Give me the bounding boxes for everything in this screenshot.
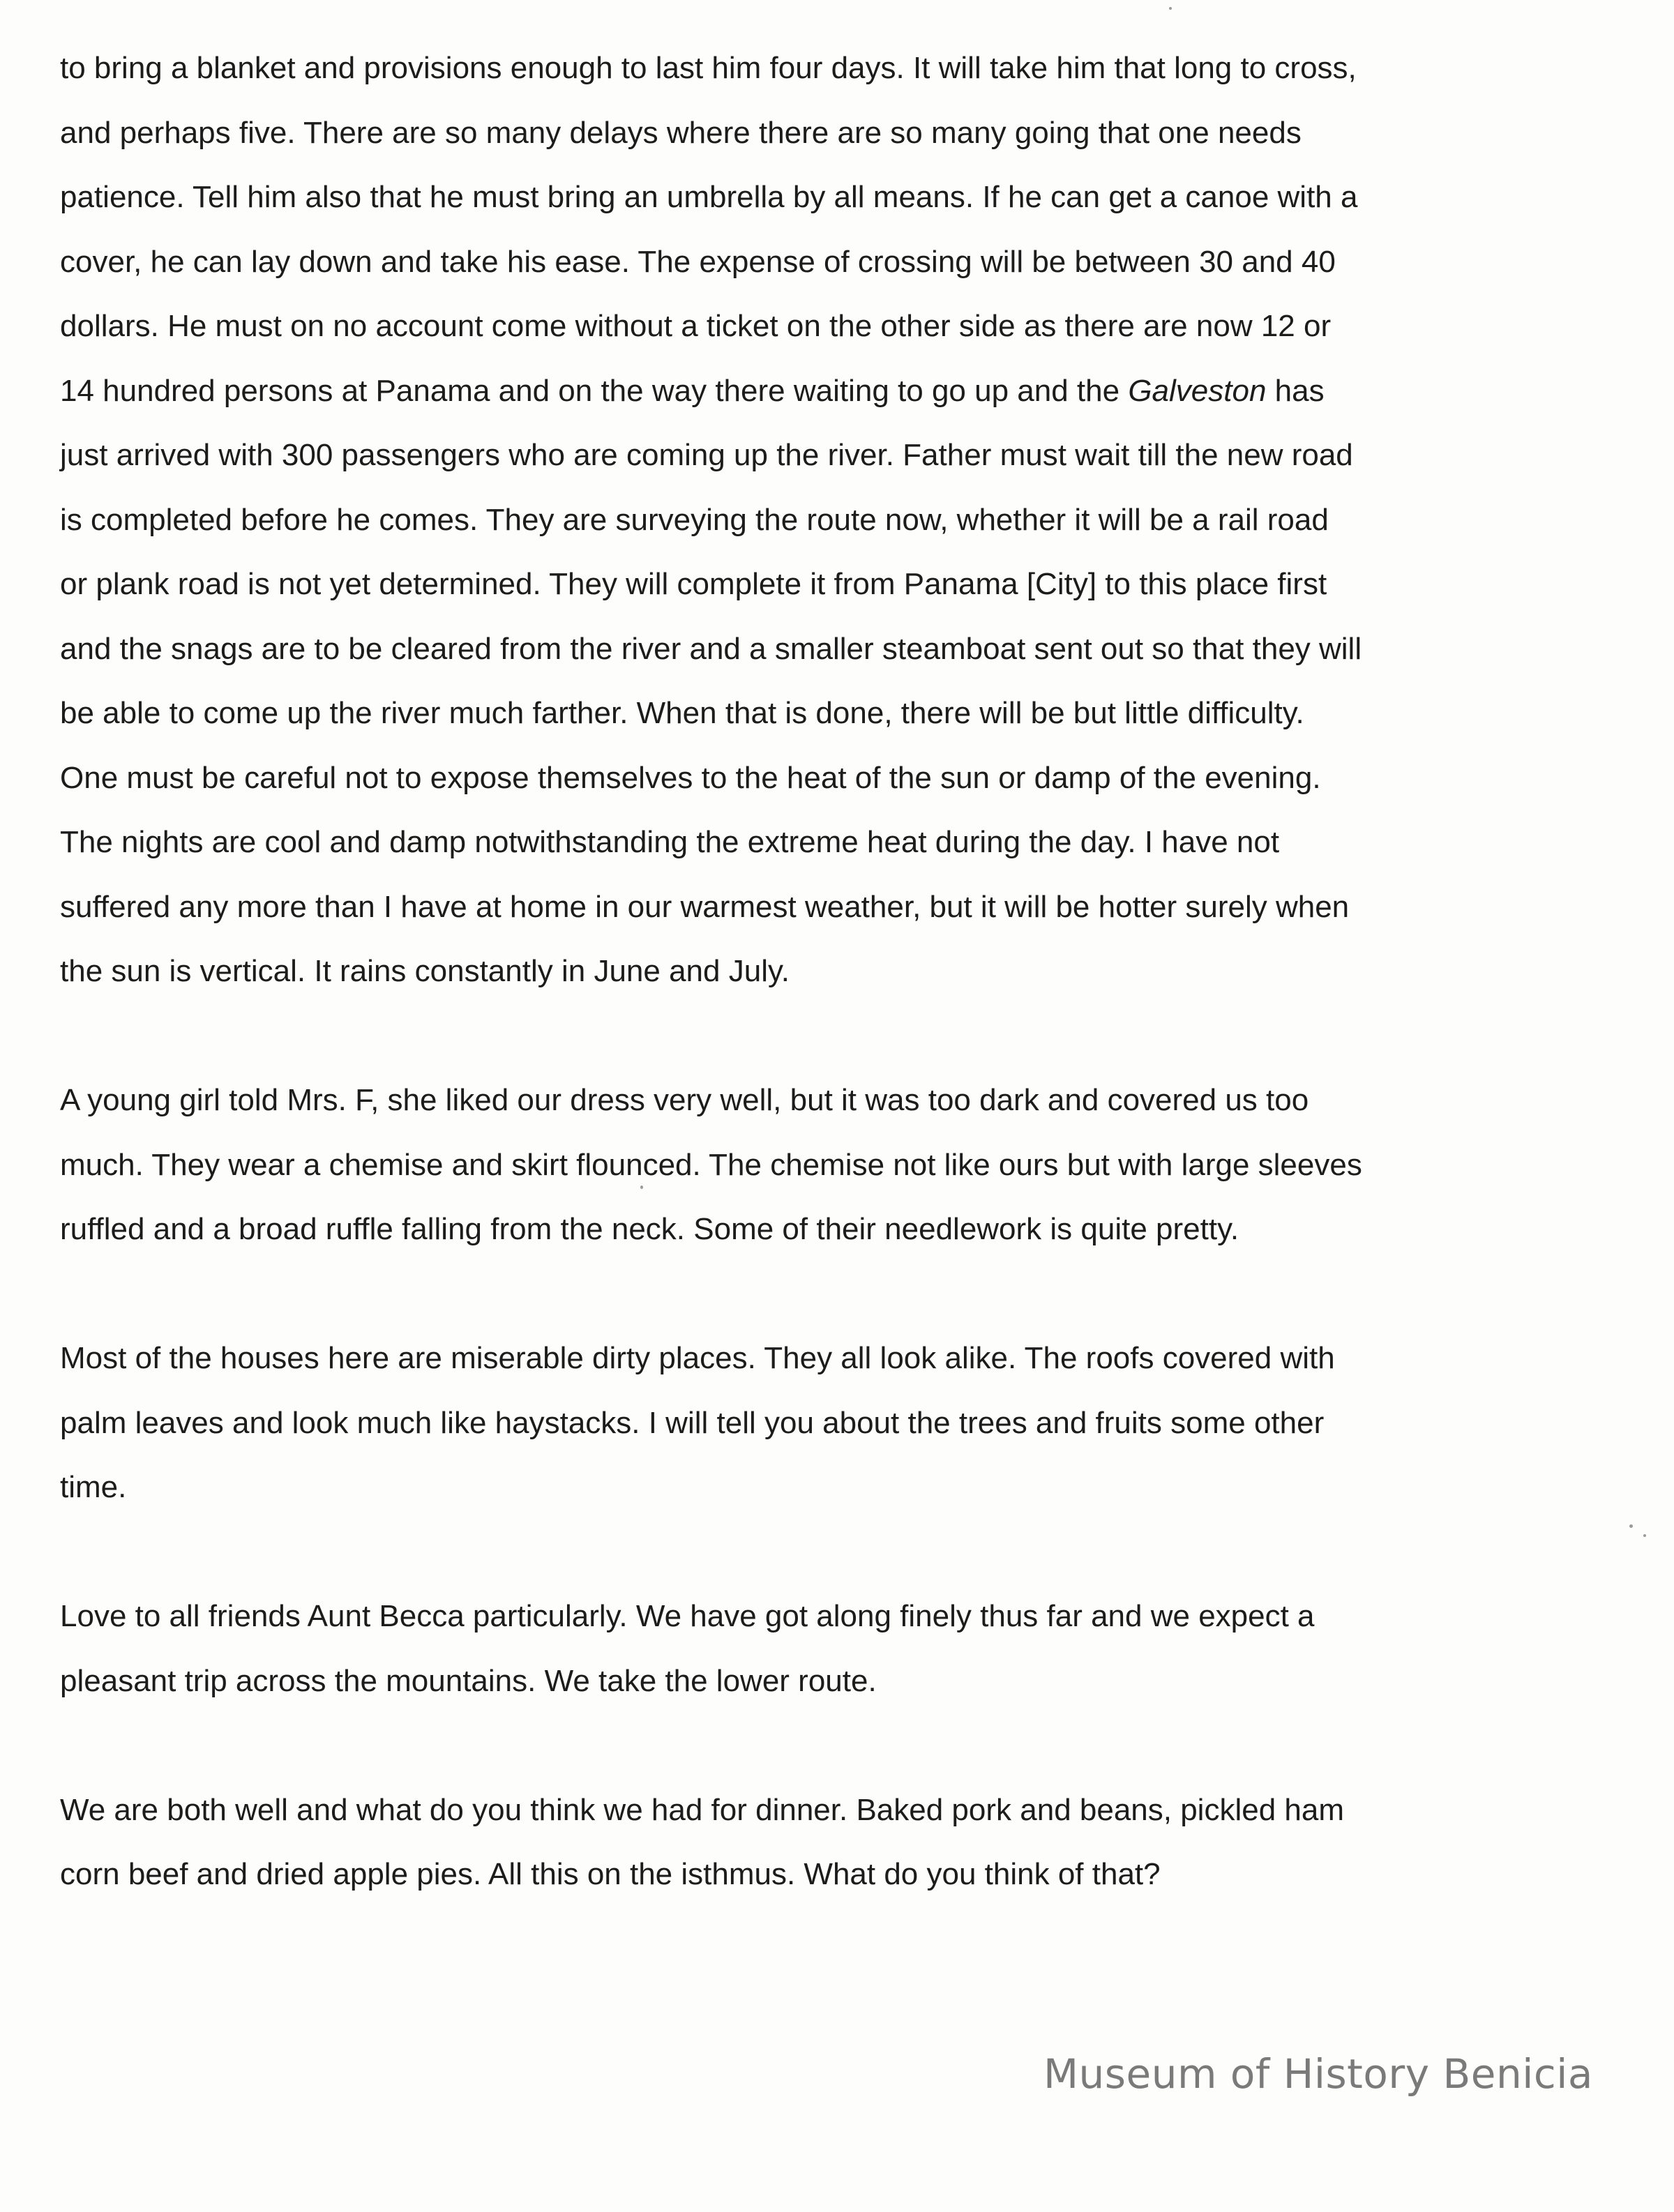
text-line: dollars. He must on no account come without a ticket on the other side as there are now 12 or [60,309,1332,343]
watermark-text: Museum of History Benicia [1043,2050,1593,2098]
text-line: patience. Tell him also that he must bring an umbrella by all means. If he can get a canoe with a [60,180,1358,214]
text-line: much. They wear a chemise and skirt flounced. The chemise not like ours but with large sleeves [60,1147,1362,1182]
text-line: to bring a blanket and provisions enough to last him four days. It will take him that long to cross, [60,51,1357,85]
scan-speck [1629,1524,1633,1528]
text-line [60,359,1622,424]
text-line: and the snags are to be cleared from the river and a smaller steamboat sent out so that they will [60,631,1362,666]
paragraph-3 [60,1326,1622,1520]
text-line: time. [60,1470,127,1504]
text-line: A young girl told Mrs. F, she liked our dress very well, but it was too dark and covered us too [60,1083,1309,1117]
text-line: be able to come up the river much farther. When that is done, there will be but little difficulty. [60,696,1304,730]
paragraph-gap [60,1004,1622,1069]
text-line: pleasant trip across the mountains. We take the lower route. [60,1663,877,1698]
text-line: cover, he can lay down and take his ease. The expense of crossing will be between 30 and 40 [60,244,1336,279]
text-line: or plank road is not yet determined. They will complete it from Panama [City] to this place first [60,567,1327,601]
text-line: ruffled and a broad ruffle falling from the neck. Some of their needlework is quite pretty. [60,1212,1239,1246]
letter-text [60,36,1622,1907]
scan-speck [640,1185,643,1189]
scan-speck [1643,1534,1646,1537]
paragraph-gap [60,1262,1622,1327]
ship-name: Galveston [1128,373,1267,408]
text-line: palm leaves and look much like haystacks. I will tell you about the trees and fruits some other [60,1405,1325,1440]
text-line: suffered any more than I have at home in our warmest weather, but it will be hotter surely when [60,889,1350,924]
scan-speck [1169,7,1172,10]
text-line: just arrived with 300 passengers who are coming up the river. Father must wait till the new road [60,438,1353,472]
paragraph-gap [60,1713,1622,1778]
text-line: and perhaps five. There are so many delays where there are so many going that one needs [60,115,1302,150]
text-segment: 14 hundred persons at Panama and on the way there waiting to go up and the [60,373,1129,408]
paragraph-2 [60,1068,1622,1262]
text-line: Love to all friends Aunt Becca particularly. We have got along finely thus far and we expect a [60,1599,1315,1633]
text-line: The nights are cool and damp notwithstanding the extreme heat during the day. I have not [60,825,1280,859]
paragraph-5 [60,1778,1622,1907]
paragraph-4 [60,1584,1622,1713]
text-line: One must be careful not to expose themselves to the heat of the sun or damp of the evening. [60,760,1321,795]
text-line: Most of the houses here are miserable dirty places. They all look alike. The roofs covered with [60,1341,1335,1375]
text-line: corn beef and dried apple pies. All this on the isthmus. What do you think of that? [60,1857,1161,1891]
paragraph-gap [60,1520,1622,1585]
text-segment: has [1266,373,1325,408]
text-line: is completed before he comes. They are surveying the route now, whether it will be a rail road [60,502,1329,537]
text-line: We are both well and what do you think we had for dinner. Baked pork and beans, pickled ham [60,1792,1344,1827]
text-line: the sun is vertical. It rains constantly in June and July. [60,954,790,988]
paragraph-1 [60,36,1622,1004]
